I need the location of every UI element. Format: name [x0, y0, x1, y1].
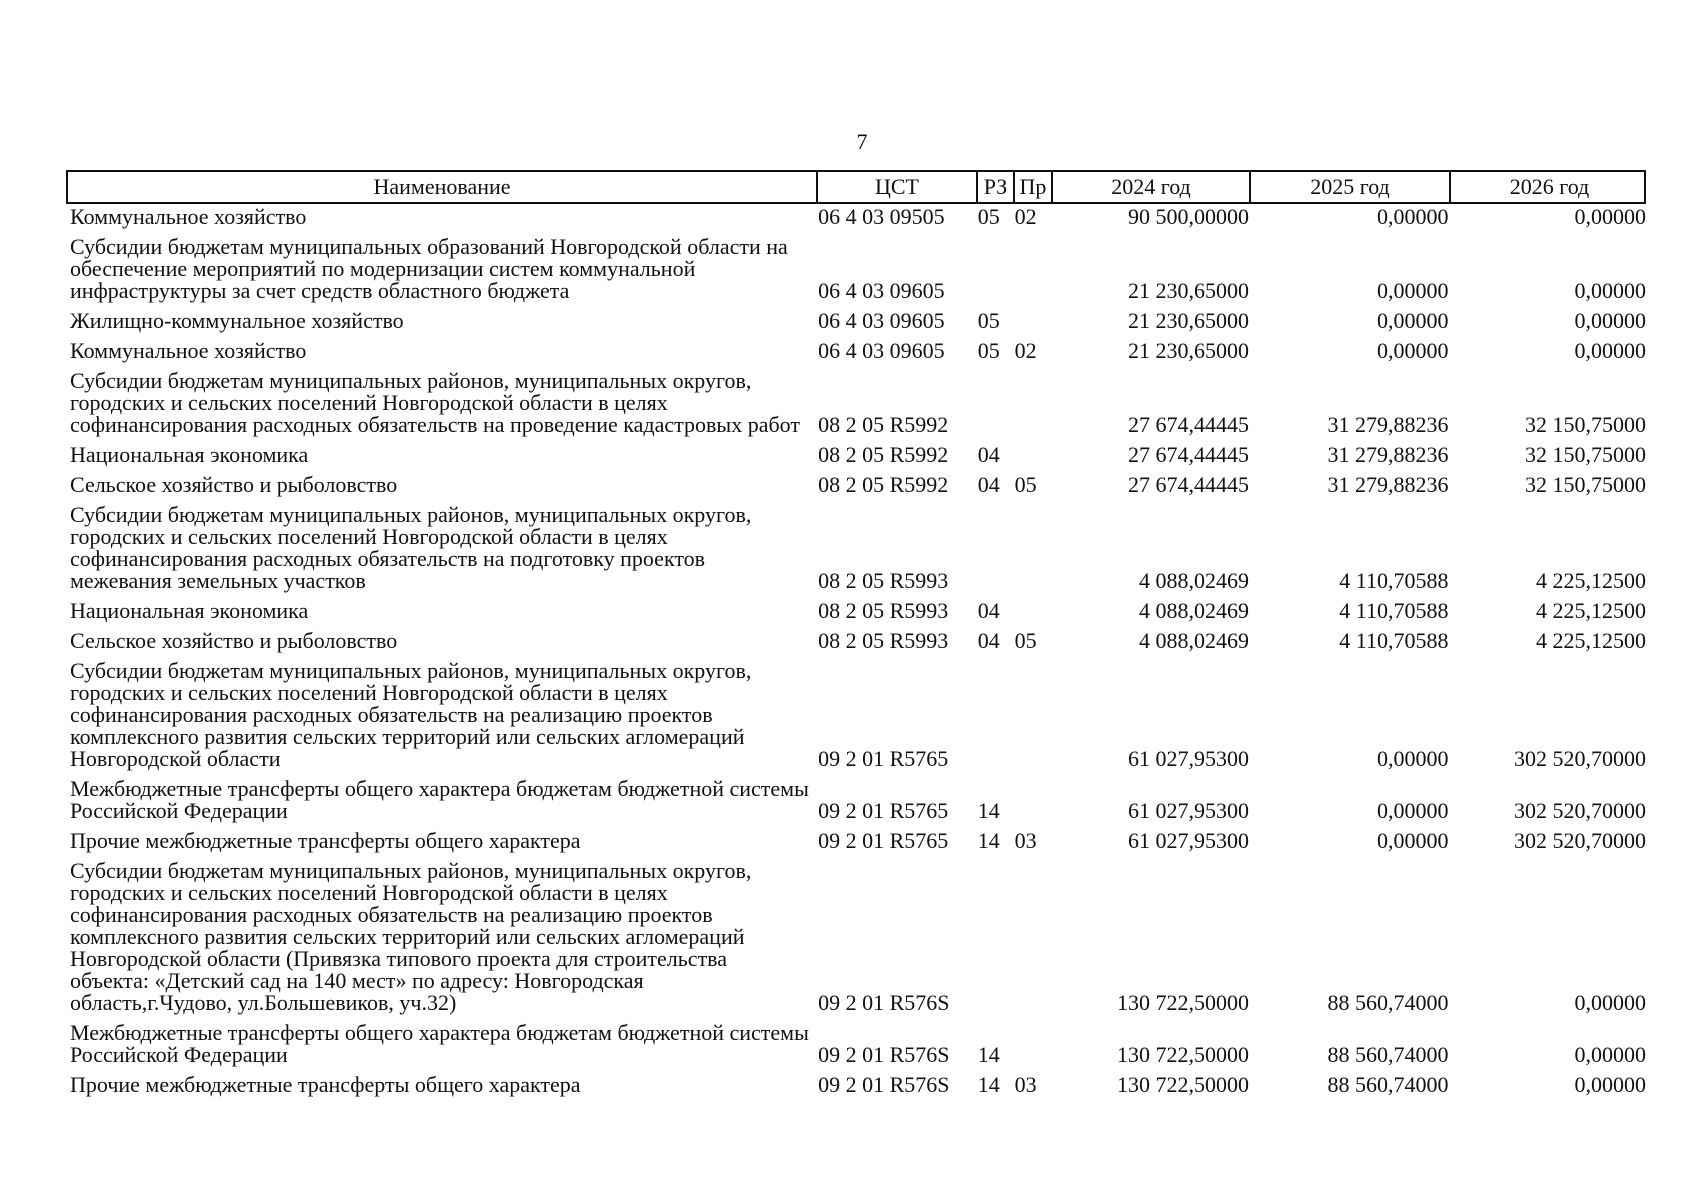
cell-rz: 05	[977, 204, 1000, 229]
cell-2026: 32 150,75000	[1524, 442, 1646, 467]
cell-2024: 27 674,44445	[1128, 412, 1249, 437]
cell-pr: 05	[1014, 472, 1037, 497]
cell-2026: 302 520,70000	[1513, 798, 1646, 823]
cell-name: Коммунальное хозяйство	[70, 204, 307, 229]
cell-rz: 14	[977, 798, 1000, 823]
cell-2026: 0,00000	[1574, 1042, 1646, 1067]
cell-name: Сельское хозяйство и рыболовство	[70, 628, 398, 653]
cell-2025: 88 560,74000	[1327, 1042, 1449, 1067]
cell-cst: 08 2 05 R5992	[818, 472, 949, 497]
cell-rz: 05	[977, 338, 1000, 363]
header-name: Наименование	[68, 172, 818, 202]
cell-2025: 0,00000	[1376, 338, 1449, 363]
table-header	[66, 170, 1646, 204]
cell-name: Сельское хозяйство и рыболовство	[70, 472, 398, 497]
cell-cst: 09 2 01 R576S	[818, 1042, 950, 1067]
cell-2025: 88 560,74000	[1327, 1072, 1449, 1097]
table-row	[70, 370, 1646, 444]
cell-pr: 02	[1014, 338, 1037, 363]
cell-2024: 21 230,65000	[1128, 308, 1249, 333]
cell-2024: 4 088,02469	[1139, 598, 1249, 623]
cell-pr: 03	[1014, 828, 1037, 853]
cell-name: Субсидии бюджетам муниципальных районов, муниципальных округов, городских и сельских поселений Новгородской области в целях софинансирования расходных обязательств на реализацию проектов комплексного развития сельских территорий или сельских агломераций Новгородской области (Привязка типового проекта для строительства объекта: «Детский сад на 140 мест» по адресу: Новгородская область,г.Чудово, ул.Большевиков, уч.32)	[70, 858, 752, 1015]
cell-2025: 31 279,88236	[1327, 412, 1449, 437]
cell-name: Жилищно-коммунальное хозяйство	[70, 308, 404, 333]
cell-2026: 302 520,70000	[1513, 828, 1646, 853]
table-row	[70, 830, 1646, 860]
cell-cst: 08 2 05 R5992	[818, 442, 949, 467]
cell-2026: 32 150,75000	[1524, 412, 1646, 437]
cell-2025: 0,00000	[1376, 308, 1449, 333]
cell-2024: 130 722,50000	[1117, 1042, 1249, 1067]
cell-2024: 130 722,50000	[1117, 990, 1249, 1015]
cell-name: Национальная экономика	[70, 598, 309, 623]
cell-name: Прочие межбюджетные трансферты общего характера	[70, 1072, 581, 1097]
cell-2026: 0,00000	[1574, 990, 1646, 1015]
cell-2024: 90 500,00000	[1128, 204, 1249, 229]
cell-2026: 0,00000	[1574, 204, 1646, 229]
cell-2025: 0,00000	[1376, 798, 1449, 823]
cell-cst: 09 2 01 R5765	[818, 828, 949, 853]
cell-2024: 27 674,44445	[1128, 442, 1249, 467]
cell-name: Межбюджетные трансферты общего характера бюджетам бюджетной системы Российской Федерации	[70, 1020, 809, 1067]
cell-name: Субсидии бюджетам муниципальных районов, муниципальных округов, городских и сельских поселений Новгородской области в целях софинансирования расходных обязательств на подготовку проектов межевания земельных участков	[70, 502, 752, 593]
cell-cst: 08 2 05 R5993	[818, 598, 949, 623]
cell-2024: 130 722,50000	[1117, 1072, 1249, 1097]
cell-2025: 0,00000	[1376, 746, 1449, 771]
cell-2024: 27 674,44445	[1128, 472, 1249, 497]
cell-rz: 14	[977, 1042, 1000, 1067]
table-row	[70, 310, 1646, 340]
cell-2024: 21 230,65000	[1128, 278, 1249, 303]
cell-2026: 302 520,70000	[1513, 746, 1646, 771]
cell-name: Коммунальное хозяйство	[70, 338, 307, 363]
cell-rz: 04	[977, 628, 1000, 653]
cell-cst: 09 2 01 R576S	[818, 1072, 950, 1097]
page-number: 7	[856, 129, 868, 154]
table-row	[70, 600, 1646, 630]
table-row	[70, 206, 1646, 236]
cell-2026: 4 225,12500	[1535, 568, 1646, 593]
table-row	[70, 630, 1646, 660]
cell-cst: 06 4 03 09505	[818, 204, 945, 229]
cell-2025: 31 279,88236	[1327, 472, 1449, 497]
table-row	[70, 660, 1646, 778]
cell-2026: 0,00000	[1574, 278, 1646, 303]
cell-cst: 06 4 03 09605	[818, 308, 945, 333]
cell-name: Субсидии бюджетам муниципальных районов, муниципальных округов, городских и сельских поселений Новгородской области в целях софинансирования расходных обязательств на проведение кадастровых работ	[70, 368, 800, 437]
cell-pr: 02	[1014, 204, 1037, 229]
cell-2026: 0,00000	[1574, 308, 1646, 333]
table-row	[70, 444, 1646, 474]
cell-cst: 06 4 03 09605	[818, 278, 945, 303]
cell-2025: 0,00000	[1376, 278, 1449, 303]
cell-2026: 32 150,75000	[1524, 472, 1646, 497]
cell-rz: 04	[977, 442, 1000, 467]
cell-cst: 08 2 05 R5993	[818, 628, 949, 653]
header-cst: ЦСТ	[818, 172, 978, 202]
cell-rz: 14	[977, 828, 1000, 853]
cell-cst: 08 2 05 R5993	[818, 568, 949, 593]
table-row	[70, 474, 1646, 504]
table-row	[70, 860, 1646, 1022]
cell-name: Национальная экономика	[70, 442, 309, 467]
cell-2026: 4 225,12500	[1535, 598, 1646, 623]
header-rz: РЗ	[978, 172, 1015, 202]
cell-2025: 0,00000	[1376, 204, 1449, 229]
cell-2025: 4 110,70588	[1339, 598, 1449, 623]
cell-name: Субсидии бюджетам муниципальных районов, муниципальных округов, городских и сельских поселений Новгородской области в целях софинансирования расходных обязательств на реализацию проектов комплексного развития сельских территорий или сельских агломераций Новгородской области	[70, 658, 752, 771]
cell-2025: 4 110,70588	[1339, 628, 1449, 653]
cell-name: Прочие межбюджетные трансферты общего характера	[70, 828, 581, 853]
cell-2024: 61 027,95300	[1128, 828, 1249, 853]
table-row	[70, 778, 1646, 830]
header-pr: Пр	[1015, 172, 1053, 202]
cell-2025: 31 279,88236	[1327, 442, 1449, 467]
cell-rz: 05	[977, 308, 1000, 333]
cell-2024: 61 027,95300	[1128, 746, 1249, 771]
header-2026: 2026 год	[1509, 174, 1590, 199]
header-2025: 2025 год	[1251, 172, 1451, 202]
table-row	[70, 504, 1646, 600]
cell-2026: 4 225,12500	[1535, 628, 1646, 653]
cell-2024: 21 230,65000	[1128, 338, 1249, 363]
table-body	[70, 206, 1646, 1104]
cell-2025: 88 560,74000	[1327, 990, 1449, 1015]
cell-2026: 0,00000	[1574, 338, 1646, 363]
cell-2026: 0,00000	[1574, 1072, 1646, 1097]
cell-cst: 09 2 01 R576S	[818, 990, 950, 1015]
table-row	[70, 1022, 1646, 1074]
cell-cst: 08 2 05 R5992	[818, 412, 949, 437]
cell-2024: 4 088,02469	[1139, 568, 1249, 593]
table-row	[70, 340, 1646, 370]
cell-cst: 09 2 01 R5765	[818, 746, 949, 771]
cell-cst: 06 4 03 09605	[818, 338, 945, 363]
cell-2024: 4 088,02469	[1139, 628, 1249, 653]
cell-2025: 0,00000	[1376, 828, 1449, 853]
cell-rz: 14	[977, 1072, 1000, 1097]
cell-pr: 03	[1014, 1072, 1037, 1097]
cell-2025: 4 110,70588	[1339, 568, 1449, 593]
cell-rz: 04	[977, 598, 1000, 623]
cell-2024: 61 027,95300	[1128, 798, 1249, 823]
cell-name: Межбюджетные трансферты общего характера бюджетам бюджетной системы Российской Федерации	[70, 776, 809, 823]
table-row	[70, 236, 1646, 310]
cell-name: Субсидии бюджетам муниципальных образований Новгородской области на обеспечение мероприятий по модернизации систем коммунальной инфраструктуры за счет средств областного бюджета	[70, 234, 788, 303]
cell-cst: 09 2 01 R5765	[818, 798, 949, 823]
table-row	[70, 1074, 1646, 1104]
header-2024: 2024 год	[1053, 172, 1251, 202]
cell-pr: 05	[1014, 628, 1037, 653]
cell-rz: 04	[977, 472, 1000, 497]
